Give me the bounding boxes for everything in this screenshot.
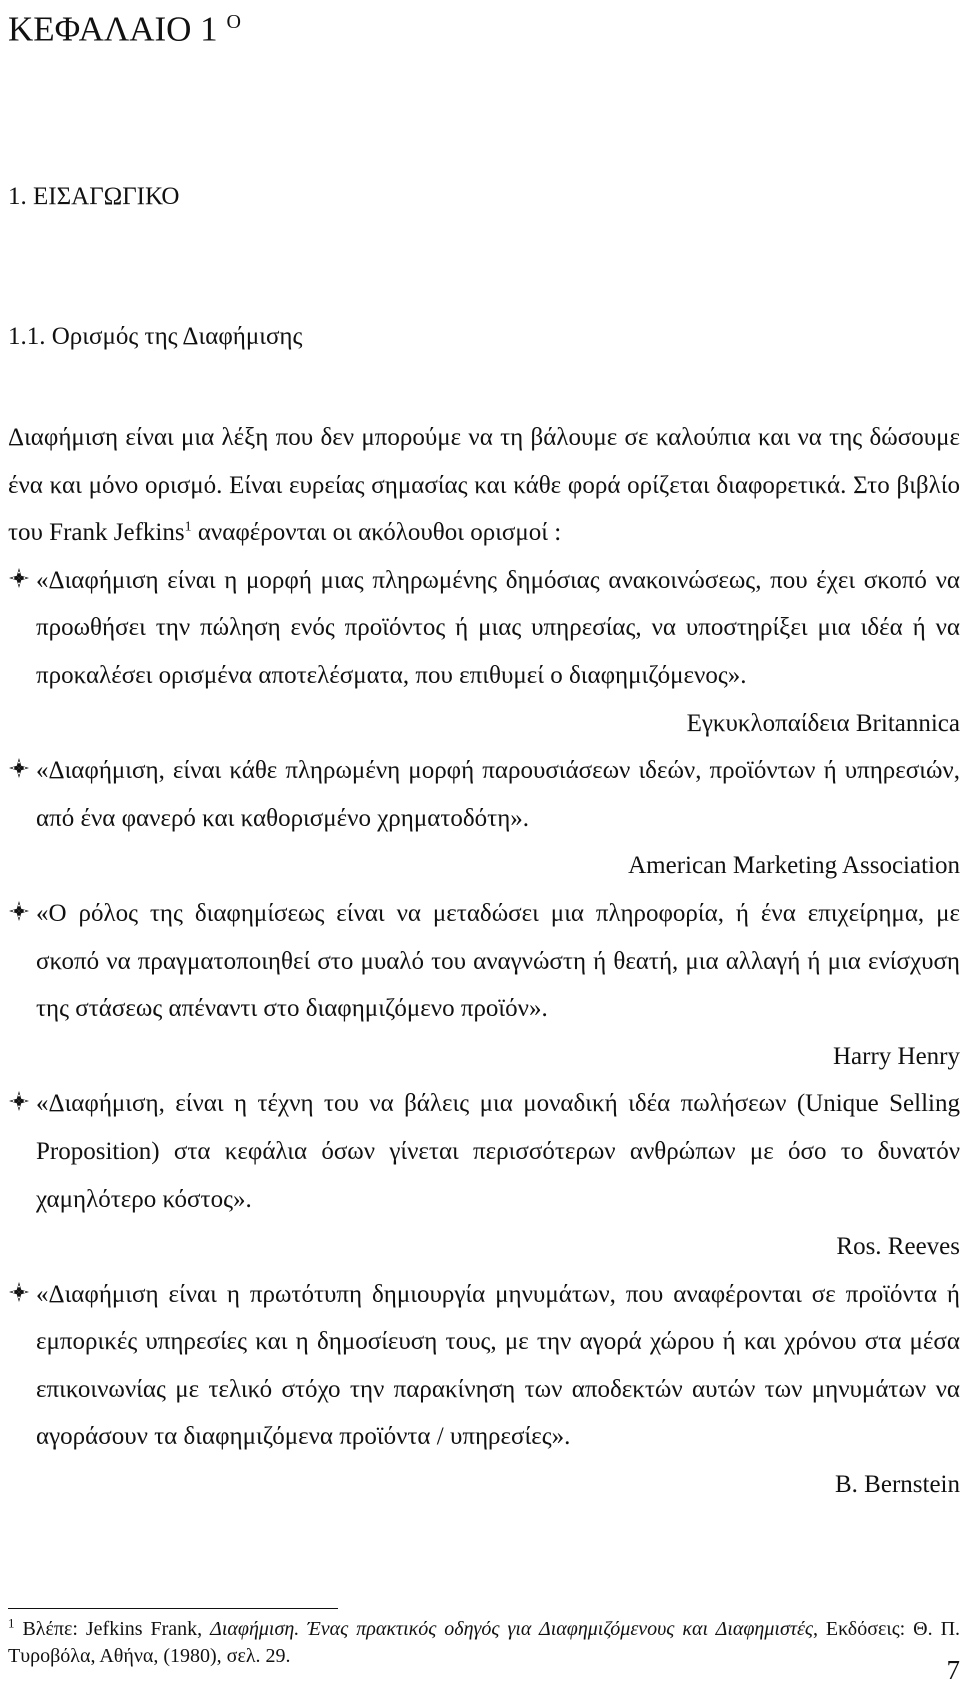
definition-bullet-row — [8, 557, 960, 700]
definition-item — [8, 747, 960, 890]
definition-quote: «Διαφήμιση είναι η μορφή μιας πληρωμένης δημόσιας ανακοινώσεως, που έχει σκοπό να προωθήσει την πώληση ενός προϊόντος ή μιας υπηρεσίας, να υποστηρίξει μια ιδέα ή να προκαλέσει ορισμένα αποτελέσματα, που επιθυμεί ο διαφημιζόμενος». — [36, 566, 960, 689]
definition-source: Ros. Reeves — [836, 1233, 960, 1261]
footnote-reference: 1 — [184, 519, 192, 535]
definition-item — [8, 890, 960, 1080]
definition-item — [8, 557, 960, 747]
chapter-heading — [8, 2, 241, 50]
definition-quote: «Ο ρόλος της διαφημίσεως είναι να μεταδώσει μια πληροφορία, ή ένα επιχείρημα, με σκοπό να πραγματοποιηθεί στο μυαλό του αναγνώστη ή θεατή, μια αλλαγή ή μια ενίσχυση της στάσεως απέναντι στο διαφημιζόμενο προϊόν». — [36, 899, 960, 1023]
definition-bullet-row — [8, 1271, 960, 1461]
definition-source: American Marketing Association — [628, 852, 960, 880]
chapter-title: ΚΕΦΑΛΑΙΟ 1 — [8, 9, 218, 49]
chapter-superscript: Ο — [226, 11, 241, 33]
section-heading-intro: 1. ΕΙΣΑΓΩΓΙΚΟ — [8, 183, 180, 210]
intro-text-part2: αναφέρονται οι ακόλουθοι ορισμοί : — [191, 519, 562, 547]
footnote-separator — [8, 1608, 338, 1609]
definition-item — [8, 1271, 960, 1509]
diamond-bullet-icon — [8, 1090, 30, 1112]
definition-item — [8, 1080, 960, 1270]
footnote — [8, 1616, 960, 1670]
definition-bullet-row — [8, 890, 960, 1033]
intro-text-part1: Διαφήμιση είναι μια λέξη που δεν μπορούμε να τη βάλουμε σε καλούπια και να της δώσουμε ένα και μόνο ορισμό. Είναι ευρείας σημασίας και κάθε φορά ορίζεται διαφορετικά. Στο βιβλίο του Frank Jefkins — [8, 424, 960, 547]
body-text — [8, 414, 960, 1509]
footnote-lead: Βλέπε: Jefkins Frank, — [14, 1618, 211, 1640]
footnote-number: 1 — [8, 1615, 15, 1631]
definition-quote: «Διαφήμιση, είναι κάθε πληρωμένη μορφή παρουσιάσεων ιδεών, προϊόντων ή υπηρεσιών, από ένα φανερό και καθορισμένο χρηματοδότη». — [36, 757, 960, 832]
footnote-rest: , Εκδόσεις: Θ. Π. Τυροβόλα, Αθήνα, (1980), σελ. 29. — [8, 1618, 960, 1667]
definition-quote: «Διαφήμιση είναι η πρωτότυπη δημιουργία μηνυμάτων, που αναφέρονται σε προϊόντα ή εμπορικές υπηρεσίες και η δημοσίευση τους, με την αγορά χώρου ή και χρόνου στα μέσα επικοινωνίας με τελικό στόχο την παρακίνηση των αποδεκτών αυτών των μηνυμάτων να αγοράσουν τα διαφημιζόμενα προϊόντα / υπηρεσίες». — [36, 1280, 960, 1451]
definition-source: Harry Henry — [832, 1042, 960, 1070]
page-number: 7 — [946, 1655, 960, 1685]
definition-bullet-row — [8, 747, 960, 842]
definition-bullet-row — [8, 1080, 960, 1223]
definition-source: B. Bernstein — [835, 1471, 960, 1499]
diamond-bullet-icon — [8, 900, 30, 922]
definition-source: Εγκυκλοπαίδεια Britannica — [686, 709, 960, 737]
diamond-bullet-icon — [8, 757, 30, 779]
intro-paragraph — [8, 414, 960, 557]
subsection-heading-definition: 1.1. Ορισμός της Διαφήμισης — [8, 323, 303, 350]
diamond-bullet-icon — [8, 567, 30, 589]
diamond-bullet-icon — [8, 1281, 30, 1303]
footnote-book-title: Διαφήμιση. Ένας πρακτικός οδηγός για Διαφημιζόμενους και Διαφημιστές — [210, 1618, 813, 1640]
definition-quote: «Διαφήμιση, είναι η τέχνη του να βάλεις μια μοναδική ιδέα πωλήσεων (Unique Selling Proposition) στα κεφάλια όσων γίνεται περισσότερων ανθρώπων με όσο το δυνατόν χαμηλότερο κόστος». — [36, 1090, 960, 1213]
definitions-list — [8, 557, 960, 1509]
